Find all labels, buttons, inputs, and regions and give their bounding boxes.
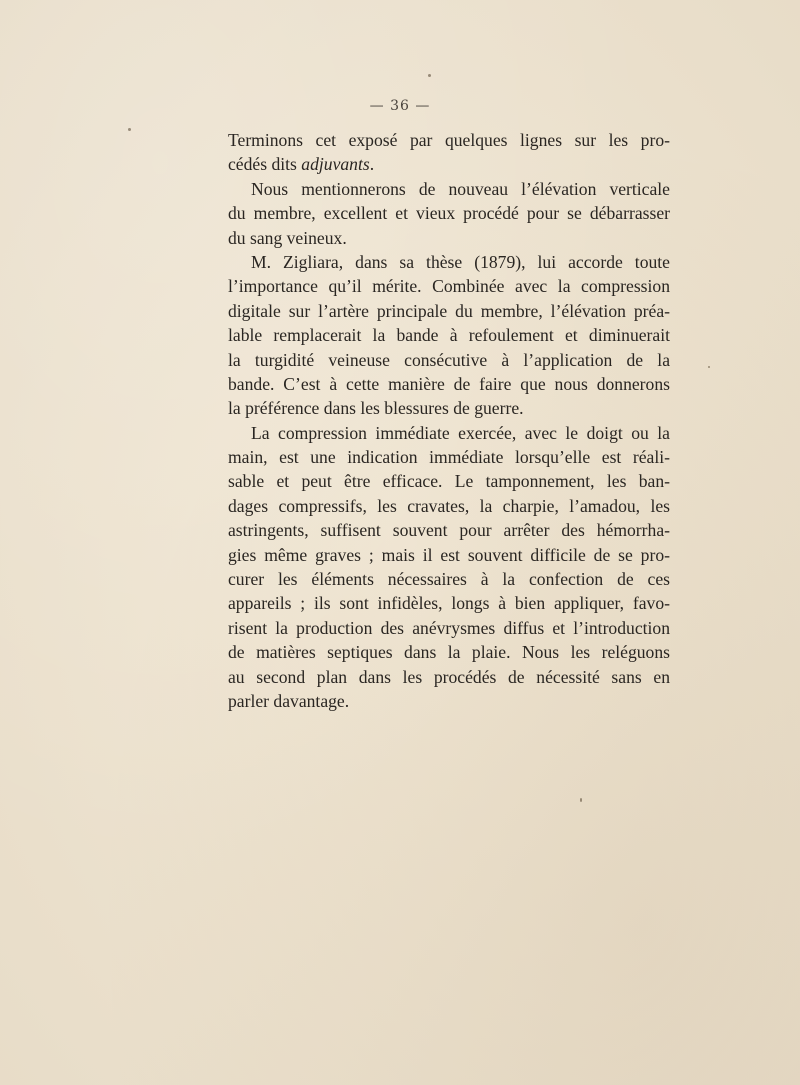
body-text <box>228 128 670 713</box>
text-line: main, est une indication immédiate lorsqu’elle est réali- <box>228 447 670 468</box>
paragraph-2 <box>228 177 670 250</box>
paragraph-4 <box>228 421 670 714</box>
text-line: Nous mentionnerons de nouveau l’élévation verticale <box>251 178 670 199</box>
text-line: lable remplacerait la bande à refoulement et diminuerait <box>228 325 670 346</box>
text-line: de matières septiques dans la plaie. Nous les reléguons <box>228 642 670 663</box>
text-line: sable et peut être efficace. Le tamponnement, les ban- <box>228 471 670 492</box>
text-line: la préférence dans les blessures de guerre. <box>228 398 524 419</box>
text-line: digitale sur l’artère principale du membre, l’élévation préa- <box>228 300 670 321</box>
italic-term: adjuvants <box>301 154 370 175</box>
paper-speck <box>708 366 710 368</box>
text-line: au second plan dans les procédés de nécessité sans en <box>228 666 670 687</box>
text-line: appareils ; ils sont infidèles, longs à bien appliquer, favo- <box>228 593 670 614</box>
text-line: risent la production des anévrysmes diffus et l’introduction <box>228 617 670 638</box>
text-line: du membre, excellent et vieux procédé pour se débarrasser <box>228 203 670 224</box>
page-number: — 36 — <box>369 98 431 114</box>
text-fragment: cédés dits <box>228 154 302 175</box>
text-line: gies même graves ; mais il est souvent difficile de se pro- <box>228 544 670 565</box>
paragraph-3 <box>228 250 670 421</box>
text-line: Terminons cet exposé par quelques lignes sur les pro- <box>228 130 670 150</box>
text-fragment: . <box>369 154 375 175</box>
text-line: La compression immédiate exercée, avec le doigt ou la <box>251 422 670 443</box>
text-line: la turgidité veineuse consécutive à l’application de la <box>228 349 670 370</box>
text-line: astringents, suffisent souvent pour arrêter des hémorrha- <box>228 520 670 541</box>
text-line <box>228 152 670 176</box>
text-line: dages compressifs, les cravates, la charpie, l’amadou, les <box>228 495 670 516</box>
text-line: M. Zigliara, dans sa thèse (1879), lui accorde toute <box>251 251 670 272</box>
paper-speck <box>128 128 131 131</box>
paragraph-1 <box>228 128 670 177</box>
paper-speck <box>428 74 431 77</box>
text-line: curer les éléments nécessaires à la confection de ces <box>228 569 670 590</box>
text-line: l’importance qu’il mérite. Combinée avec la compression <box>228 276 670 297</box>
paper-speck <box>580 798 582 802</box>
text-line: du sang veineux. <box>228 227 347 248</box>
text-line: parler davantage. <box>228 690 350 711</box>
text-line: bande. C’est à cette manière de faire que nous donnerons <box>228 373 670 394</box>
